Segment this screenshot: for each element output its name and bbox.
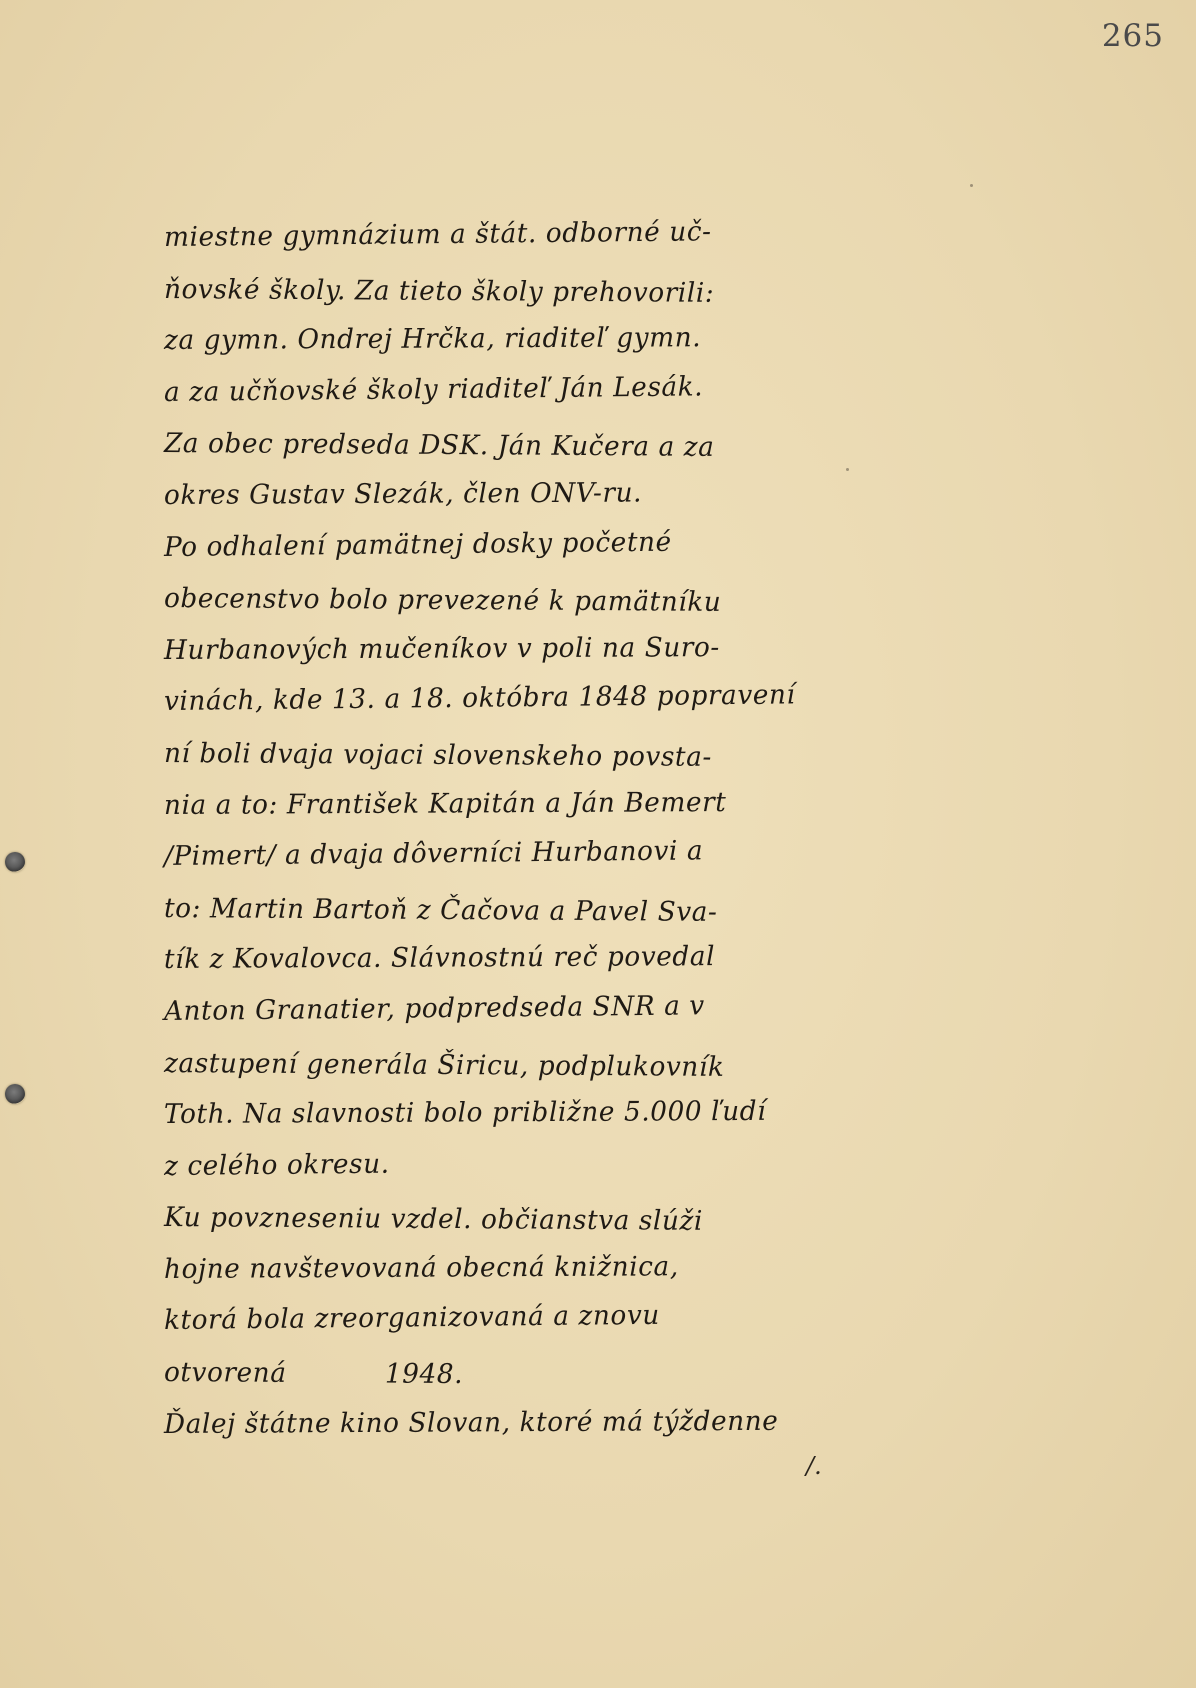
text-line: obecenstvo bolo prevezené k pamätníku (163, 583, 722, 619)
text-line: za gymn. Ondrej Hrčka, riaditeľ gymn. (163, 322, 702, 357)
text-line: Po odhalení pamätnej dosky početné (163, 526, 672, 563)
text-line: otvorená 1948. (163, 1357, 464, 1391)
text-line: ní boli dvaja vojaci slovenskeho povsta- (163, 737, 712, 773)
upper-punch-hole (5, 852, 25, 872)
text-line: nia a to: František Kapitán a Ján Bemert (163, 786, 727, 821)
text-line: a za učňovské školy riaditeľ Ján Lesák. (163, 371, 704, 408)
text-line: vinách, kde 13. a 18. októbra 1848 popravení (163, 679, 796, 718)
text-line: zastupení generála Širicu, podplukovník (163, 1047, 725, 1083)
text-line: z celého okresu. (163, 1148, 390, 1182)
lower-punch-hole (5, 1084, 25, 1104)
text-line: Anton Granatier, podpredseda SNR a v (163, 990, 705, 1027)
text-line: hojne navštevovaná obecná knižnica, (163, 1251, 679, 1285)
text-line: Za obec predseda DSK. Ján Kučera a za (163, 428, 715, 464)
text-line: Ďalej štátne kino Slovan, ktoré má týždenne (163, 1405, 779, 1440)
continuation-mark: /. (806, 1452, 822, 1480)
text-line: okres Gustav Slezák, člen ONV-ru. (163, 477, 643, 511)
text-line: miestne gymnázium a štát. odborné uč- (163, 216, 712, 253)
text-line: Toth. Na slavnosti bolo približne 5.000 ľudí (163, 1095, 767, 1131)
text-line: /Pimert/ a dvaja dôverníci Hurbanovi a (163, 835, 704, 873)
text-line: ňovské školy. Za tieto školy prehovorili: (163, 273, 715, 309)
handwritten-text-block (164, 212, 924, 1450)
text-line: to: Martin Bartoň z Čačova a Pavel Sva- (163, 892, 718, 928)
text-line: Ku povzneseniu vzdel. občianstva slúži (163, 1202, 703, 1238)
text-line: tík z Kovalovca. Slávnostnú reč povedal (163, 941, 716, 976)
paper-speck (970, 184, 973, 187)
text-line: ktorá bola zreorganizovaná a znovu (163, 1300, 660, 1337)
text-line: Hurbanových mučeníkov v poli na Suro- (163, 631, 720, 666)
page-number: 265 (1101, 18, 1164, 54)
